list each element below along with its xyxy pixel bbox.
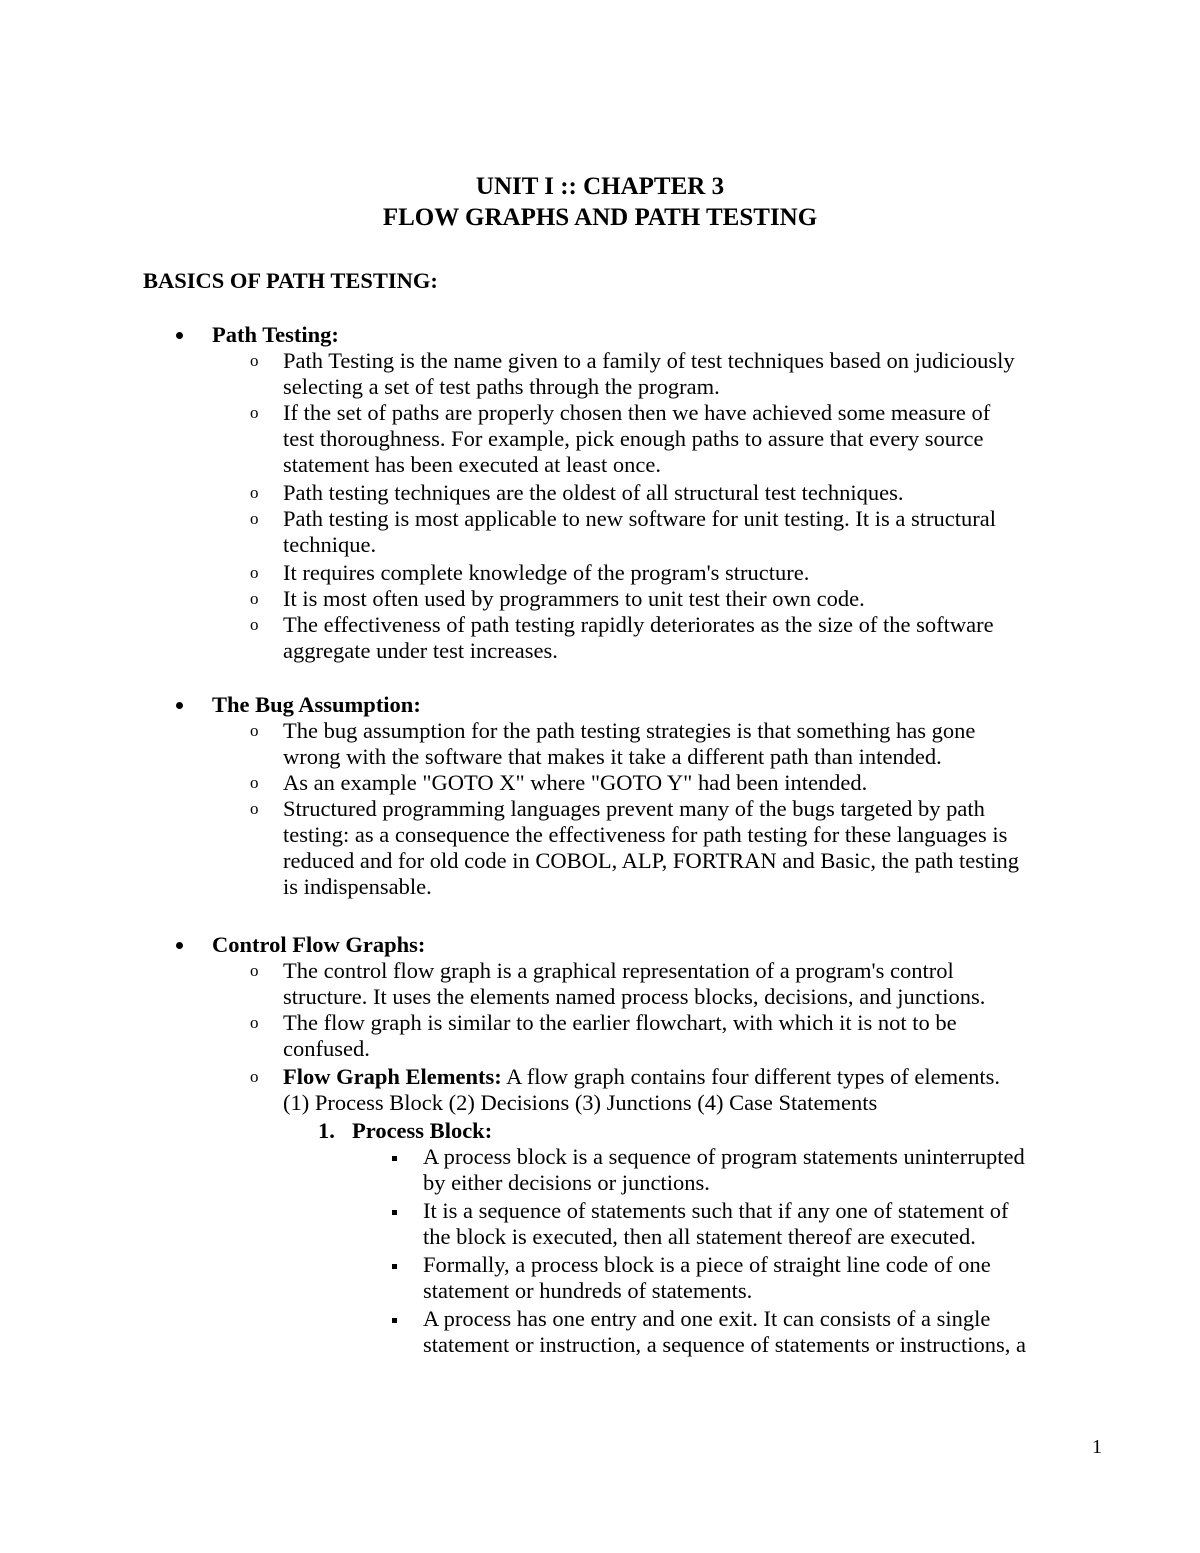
list-item: is indispensable. [283, 874, 432, 899]
circle-bullet: o [250, 351, 259, 370]
process-block-heading: Process Block: [352, 1118, 493, 1143]
path-testing-heading: Path Testing: [212, 322, 339, 347]
list-item: statement has been executed at least once. [283, 452, 661, 477]
list-item: the block is executed, then all statement thereof are executed. [423, 1224, 976, 1249]
list-item: statement or instruction, a sequence of statements or instructions, a [423, 1332, 1026, 1357]
circle-bullet: o [250, 961, 259, 980]
list-item: (1) Process Block (2) Decisions (3) Junctions (4) Case Statements [283, 1090, 878, 1115]
list-item: The bug assumption for the path testing strategies is that something has gone [283, 718, 976, 743]
circle-bullet: o [250, 773, 259, 792]
square-bullet [392, 1156, 397, 1161]
circle-bullet: o [250, 589, 259, 608]
list-item: As an example "GOTO X" where "GOTO Y" had been intended. [283, 770, 868, 795]
list-item: A process has one entry and one exit. It can consists of a single [423, 1306, 991, 1331]
circle-bullet: o [250, 721, 259, 740]
list-item: It requires complete knowledge of the program's structure. [283, 560, 810, 585]
list-item: reduced and for old code in COBOL, ALP, FORTRAN and Basic, the path testing [283, 848, 1020, 873]
chapter-subtitle: FLOW GRAPHS AND PATH TESTING [382, 204, 818, 231]
circle-bullet: o [250, 403, 259, 422]
flow-graph-elements-text: A flow graph contains four different types of elements. [501, 1064, 1000, 1089]
list-item: aggregate under test increases. [283, 638, 558, 663]
list-item: The flow graph is similar to the earlier flowchart, with which it is not to be [283, 1010, 957, 1035]
list-item: selecting a set of test paths through the program. [283, 374, 720, 399]
circle-bullet: o [250, 483, 259, 502]
square-bullet [392, 1264, 397, 1269]
list-item: The control flow graph is a graphical representation of a program's control [283, 958, 954, 983]
square-bullet [392, 1210, 397, 1215]
circle-bullet: o [250, 563, 259, 582]
list-item: Structured programming languages prevent many of the bugs targeted by path [283, 796, 985, 821]
list-item: confused. [283, 1036, 370, 1061]
flow-graph-elements-label: Flow Graph Elements: [283, 1064, 502, 1089]
bullet-dot [176, 702, 183, 709]
list-item: technique. [283, 532, 377, 557]
circle-bullet: o [250, 799, 259, 818]
list-item: It is a sequence of statements such that if any one of statement of [423, 1198, 1009, 1223]
square-bullet [392, 1318, 397, 1323]
process-block-number: 1. [318, 1118, 335, 1143]
list-item: statement or hundreds of statements. [423, 1278, 753, 1303]
list-item: The effectiveness of path testing rapidly deteriorates as the size of the software [283, 612, 994, 637]
bullet-dot [176, 942, 183, 949]
circle-bullet: o [250, 615, 259, 634]
list-item: structure. It uses the elements named process blocks, decisions, and junctions. [283, 984, 986, 1009]
bullet-dot [176, 332, 183, 339]
list-item: Path testing is most applicable to new software for unit testing. It is a structural [283, 506, 996, 531]
list-item: Path testing techniques are the oldest of all structural test techniques. [283, 480, 904, 505]
section-heading: BASICS OF PATH TESTING: [143, 268, 438, 293]
list-item: wrong with the software that makes it take a different path than intended. [283, 744, 942, 769]
control-flow-heading: Control Flow Graphs: [212, 932, 426, 957]
list-item: Path Testing is the name given to a family of test techniques based on judiciously [283, 348, 1015, 373]
list-item: by either decisions or junctions. [423, 1170, 710, 1195]
list-item: If the set of paths are properly chosen then we have achieved some measure of [283, 400, 991, 425]
circle-bullet: o [250, 1067, 259, 1086]
bug-assumption-heading: The Bug Assumption: [212, 692, 421, 717]
list-item: It is most often used by programmers to unit test their own code. [283, 586, 865, 611]
circle-bullet: o [250, 1013, 259, 1032]
chapter-title: UNIT I :: CHAPTER 3 [475, 173, 725, 200]
circle-bullet: o [250, 509, 259, 528]
list-item: test thoroughness. For example, pick enough paths to assure that every source [283, 426, 984, 451]
list-item: A process block is a sequence of program statements uninterrupted [423, 1144, 1025, 1169]
page-number: 1 [1092, 1436, 1102, 1458]
list-item: Formally, a process block is a piece of straight line code of one [423, 1252, 991, 1277]
list-item [283, 1064, 1000, 1090]
list-item: testing: as a consequence the effectiveness for path testing for these languages is [283, 822, 1008, 847]
